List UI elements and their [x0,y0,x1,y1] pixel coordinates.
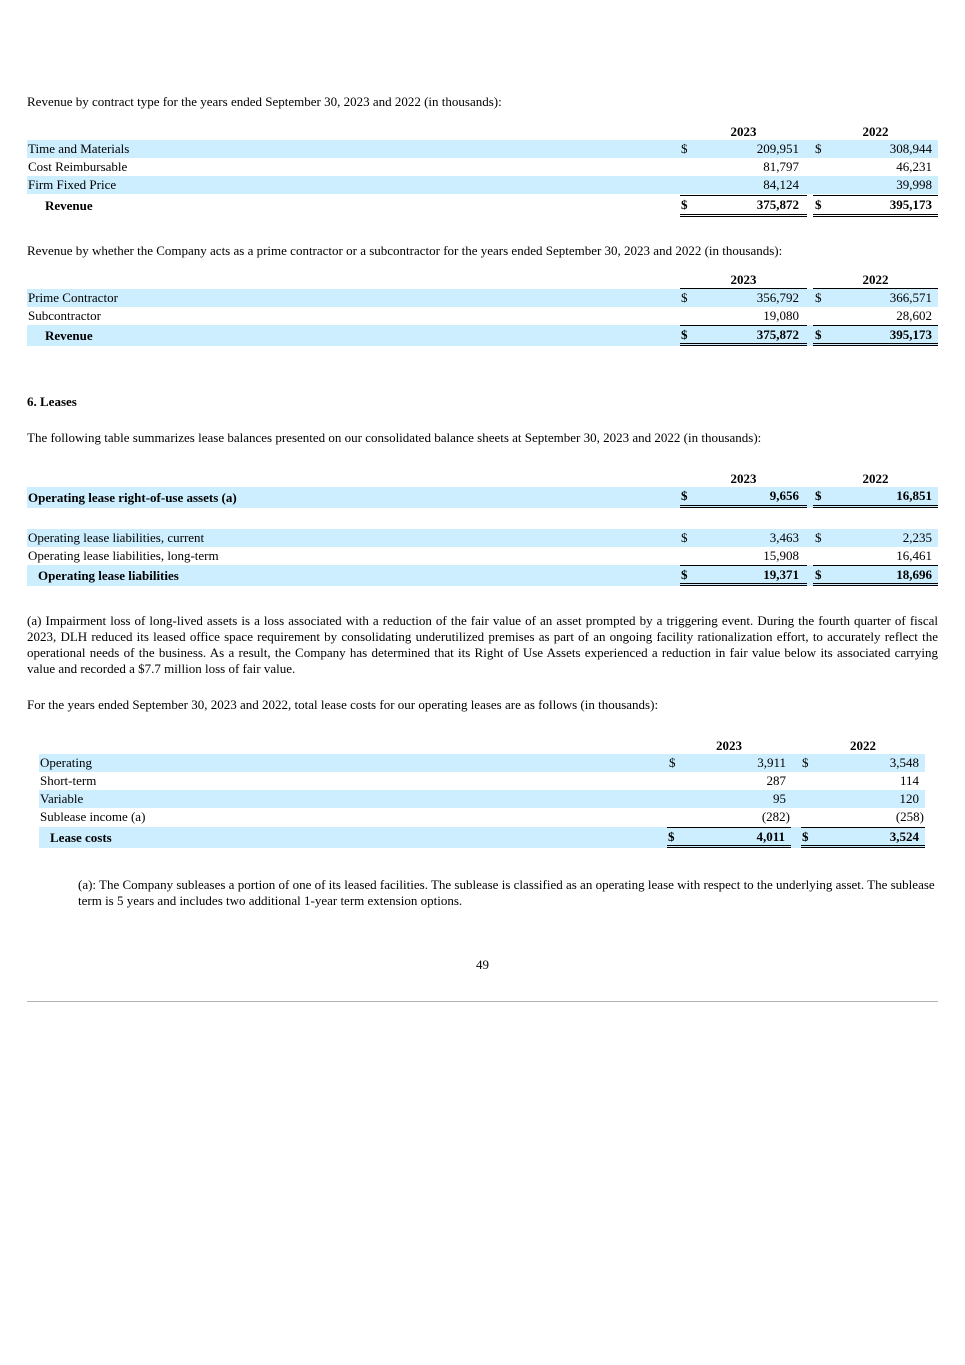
total-2023: 375,872 [756,197,799,212]
row-label: Firm Fixed Price [28,177,117,192]
footer-divider [27,1001,938,1002]
total-label: Lease costs [50,830,112,845]
total-cell-2023 [680,565,807,586]
total-cell-2022 [813,565,938,586]
row-label: Operating lease right-of-use assets (a) [28,490,237,505]
currency-symbol: $ [802,755,809,770]
table-row [27,547,938,565]
rou-assets-row [27,487,938,508]
row-label: Subcontractor [28,308,101,323]
lease-costs-intro: For the years ended September 30, 2023 and 2022, total lease costs for our operating leases are as follows (in thousands): [27,697,659,712]
lease-balances-intro: The following table summarizes lease balances presented on our consolidated balance sheets at September 30, 2023 and 2022 (in thousands): [27,430,762,445]
currency-symbol: $ [668,829,675,844]
col-header-2023: 2023 [680,271,807,289]
row-label: Sublease income (a) [40,809,146,824]
currency-symbol: $ [815,290,822,305]
total-cell-2022 [813,195,938,217]
currency-symbol: $ [815,530,822,545]
total-label: Revenue [45,328,93,343]
value-2023: 3,463 [769,530,799,545]
impairment-note: (a) Impairment loss of long-lived assets is a loss associated with a reduction of the fair value of an asset prompted by a triggering event. During the fourth quarter of fiscal 2023, DLH reduced its leased office space requirement by consolidating underutilized premises as part of an ongoing facility rationalization effort, to accurately reflect the operational needs of the business. As a result, the Company has determined that its Right of Use Assets experienced a reduction in fair value below its associated carrying value and recorded a $7.7 million loss of fair value. [27,613,938,676]
value-2022: 16,461 [896,548,932,563]
total-2022: 395,173 [889,197,932,212]
currency-symbol: $ [815,141,822,156]
rou-cell-2023 [680,487,807,508]
total-row [27,195,938,217]
row-label: Short-term [40,773,97,788]
total-2022: 18,696 [896,567,932,582]
value-2023: 287 [766,773,786,788]
rou-2022: 16,851 [896,488,932,503]
currency-symbol: $ [681,530,688,545]
table-row [27,176,938,194]
total-row [27,325,938,346]
value-2023: 19,080 [763,308,799,323]
table-row [39,808,925,826]
value-2022: 2,235 [902,530,932,545]
rou-2023: 9,656 [769,488,799,503]
row-label: Operating [40,755,92,770]
currency-symbol: $ [815,327,822,342]
total-2023: 19,371 [763,567,799,582]
value-2022: 308,944 [889,141,932,156]
value-2022: (258) [895,809,924,824]
section-heading: 6. Leases [27,394,77,409]
page-number: 49 [476,957,489,972]
table-row [27,140,938,158]
total-cell-2023 [680,195,807,217]
value-2023: 95 [773,791,786,806]
value-2022: 366,571 [889,290,932,305]
total-row [39,827,925,848]
row-label: Variable [40,791,84,806]
col-header-2023: 2023 [680,470,807,488]
value-2023: 84,124 [763,177,799,192]
total-2023: 375,872 [756,327,799,342]
value-2023: 15,908 [763,548,799,563]
value-2023: 356,792 [756,290,799,305]
value-2022: 114 [899,773,919,788]
value-2023: 209,951 [756,141,799,156]
value-2022: 46,231 [896,159,932,174]
table-row [27,289,938,307]
value-2023: 3,911 [757,755,786,770]
currency-symbol: $ [815,488,822,503]
currency-symbol: $ [815,197,822,212]
col-header-2023: 2023 [680,123,807,141]
rou-cell-2022 [813,487,938,508]
total-row [27,565,938,586]
total-2023: 4,011 [756,829,785,844]
row-label: Prime Contractor [28,290,118,305]
currency-symbol: $ [815,567,822,582]
revenue-prime-intro: Revenue by whether the Company acts as a prime contractor or a subcontractor for the years ended September 30, 2023 and 2022 (in thousands): [27,243,783,258]
col-header-2022: 2022 [813,123,938,141]
currency-symbol: $ [681,488,688,503]
currency-symbol: $ [681,197,688,212]
col-header-2022: 2022 [801,737,925,755]
col-header-2023: 2023 [667,737,791,755]
value-2023: 81,797 [763,159,799,174]
total-2022: 3,524 [889,829,919,844]
table-row [27,529,938,547]
currency-symbol: $ [681,567,688,582]
total-cell-2023 [667,827,791,848]
value-2023: (282) [761,809,790,824]
total-2022: 395,173 [889,327,932,342]
table-row [39,772,925,790]
row-label: Operating lease liabilities, current [28,530,205,545]
revenue-contract-intro: Revenue by contract type for the years ended September 30, 2023 and 2022 (in thousands): [27,94,502,109]
total-cell-2022 [801,827,925,848]
value-2022: 120 [899,791,919,806]
total-cell-2023 [680,325,807,346]
currency-symbol: $ [802,829,809,844]
table-row [27,158,938,176]
row-label: Time and Materials [28,141,130,156]
row-label: Operating lease liabilities, long-term [28,548,219,563]
value-2022: 28,602 [896,308,932,323]
table-row [39,790,925,808]
value-2022: 39,998 [896,177,932,192]
total-label: Operating lease liabilities [38,568,179,583]
col-header-2022: 2022 [813,271,938,289]
value-2022: 3,548 [889,755,919,770]
table-row [39,754,925,772]
currency-symbol: $ [669,755,676,770]
total-label: Revenue [45,198,93,213]
currency-symbol: $ [681,141,688,156]
total-cell-2022 [813,325,938,346]
currency-symbol: $ [681,290,688,305]
currency-symbol: $ [681,327,688,342]
table-row [27,307,938,325]
col-header-2022: 2022 [813,470,938,488]
row-label: Cost Reimbursable [28,159,128,174]
sublease-note: (a): The Company subleases a portion of one of its leased facilities. The sublease is classified as an operating lease with respect to the underlying asset. The sublease term is 5 years and includes two additional 1-year term extension options. [78,877,935,908]
